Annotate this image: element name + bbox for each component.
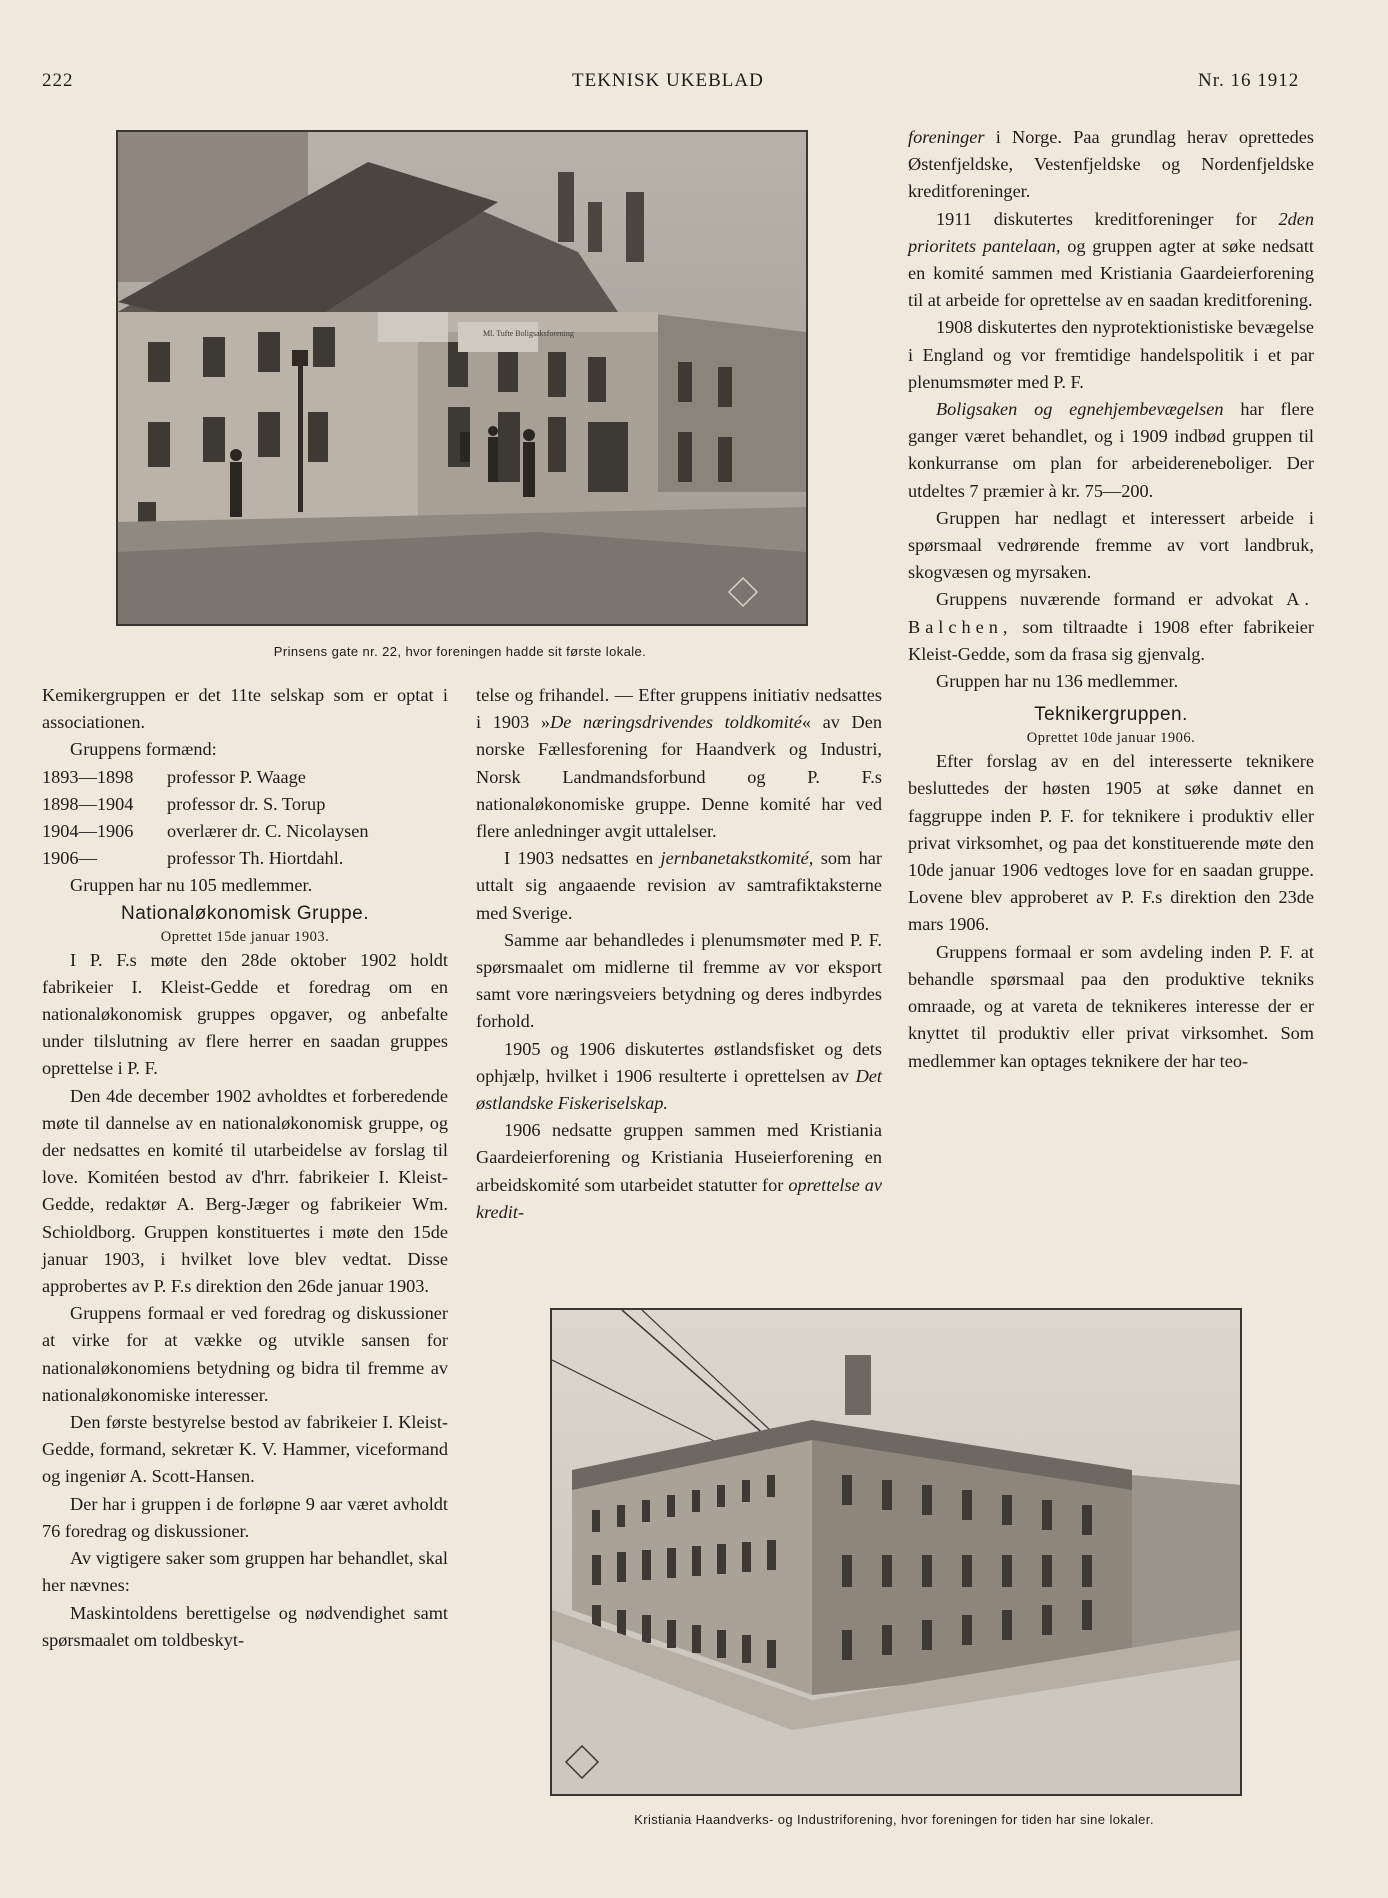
chair-row: 1898—1904 professor dr. S. Torup (42, 793, 326, 814)
paragraph: Maskintoldens berettigelse og nødvendighet samt spørsmaalet om toldbeskyt- (42, 1602, 448, 1650)
paragraph: Gruppens formænd: (70, 739, 217, 760)
building-illustration (552, 1310, 1240, 1794)
paragraph: Gruppen har nedlagt et interessert arbeide i spørsmaal vedrørende fremme av vort landbruk, skogvæsen og myrsaken. (908, 507, 1314, 583)
issue-number: Nr. 16 1912 (1198, 70, 1300, 91)
paragraph: Gruppens nuværende formand er advokat A. Balchen, som tiltraadte i 1908 efter fabrikeier Kleist-Gedde, som da frasa sig gjenvalg. (908, 589, 1314, 664)
paragraph: Boligsaken og egnehjembevægelsen har flere ganger været behandlet, og i 1909 indbød gruppen til konkurranse om plan for arbeidereneboliger. Der utdeltes 7 præmier à kr. 75—200. (908, 399, 1314, 501)
paragraph: Kemikergruppen er det 11te selskap som er optat i associationen. (42, 685, 448, 733)
page-number: 222 (42, 70, 74, 91)
paragraph: Gruppen har nu 105 medlemmer. (70, 875, 313, 896)
paragraph: I P. F.s møte den 28de oktober 1902 holdt fabrikeier I. Kleist-Gedde et foredrag om en nationaløkonomisk gruppes opgaver, og anbefalte under tilslutning av flere herrer en saadan gruppes oprettelse i P. F. (42, 949, 448, 1079)
paragraph: foreninger i Norge. Paa grundlag herav oprettedes Østenfjeldske, Vestenfjeldske og Nordenfjeldske kreditforeninger. (908, 127, 1314, 202)
paragraph: I 1903 nedsattes en jernbanetakstkomité, som har uttalt sig angaaende revision av samtrafiktaksterne med Sverige. (476, 848, 882, 923)
paragraph: 1905 og 1906 diskutertes østlandsfisket og dets ophjælp, hvilket i 1906 resulterte i oprettelsen av Det østlandske Fiskeriselskap. (476, 1038, 882, 1114)
paragraph: Gruppen har nu 136 medlemmer. (936, 671, 1179, 692)
section-subheading: Oprettet 10de januar 1906. (1026, 730, 1196, 747)
section-subheading: Oprettet 15de januar 1903. (160, 928, 330, 945)
chair-row: 1906— professor Th. Hiortdahl. (42, 848, 344, 869)
paragraph: 1911 diskutertes kreditforeninger for 2den prioritets pantelaan, og gruppen agter at søke nedsatt en komité sammen med Kristiania Gaardeierforening til at arbeide for oprettelse av en saadan kreditforening. (908, 208, 1314, 311)
paragraph: 1908 diskutertes den nyprotektionistiske bevægelse i England og vor fremtidige handelspolitik i et par plenumsmøter med P. F. (908, 317, 1314, 392)
column-2 (476, 682, 882, 1226)
column-3 (908, 124, 1314, 1075)
photo1-caption: Prinsens gate nr. 22, hvor foreningen hadde sit første lokale. (273, 644, 647, 659)
paragraph: Gruppens formaal er ved foredrag og diskussioner at virke for at vække og utvikle sansen for nationaløkonomiens betydning og bidra til fremme av nationaløkonomiske interesser. (42, 1303, 448, 1405)
column-1 (42, 682, 448, 1654)
paragraph: Gruppens formaal er som avdeling inden P. F. at behandle spørsmaal paa den produktive tekniks omraade, og at vareta de teknikeres interesse der er knyttet til produktiv eller privat virksomhet. Som medlemmer kan optages teknikere der har teo- (908, 941, 1314, 1071)
paragraph: Den første bestyrelse bestod av fabrikeier I. Kleist-Gedde, formand, sekretær K. V. Hammer, viceformand og ingeniør A. Scott-Hansen. (42, 1412, 448, 1487)
journal-title: TEKNISK UKEBLAD (572, 70, 764, 91)
chair-row: 1904—1906 overlærer dr. C. Nicolaysen (42, 821, 369, 842)
paragraph: Efter forslag av en del interesserte teknikere besluttedes der høsten 1905 at søke dannet en faggruppe inden P. F. for teknikere i produktiv eller privat virksomhet, og paa det konstituerende møte den 10de januar 1906 vedtoges love for en saadan gruppe. Lovene blev approberet av P. F.s direktion den 23de mars 1906. (908, 751, 1314, 935)
photo2-caption: Kristiania Haandverks- og Industriforening, hvor foreningen for tiden har sine lokaler. (634, 1812, 1154, 1827)
chair-row: 1893—1898 professor P. Waage (42, 766, 306, 787)
paragraph: Den 4de december 1902 avholdtes et forberedende møte til dannelse av en nationaløkonomisk gruppe, og der nedsattes en komité til utarbeidelse av forslag til love. Komitéen bestod av d'hrr. fabrikeier I. Kleist-Gedde, redaktør A. Berg-Jæger og fabrikeier Wm. Schioldborg. Gruppen konstituertes i møte den 15de januar 1903, i hvilket love blev vedtat. Disse approbertes av P. F.s direktion den 26de januar 1903. (42, 1085, 448, 1297)
paragraph: Der har i gruppen i de forløpne 9 aar været avholdt 76 foredrag og diskussioner. (42, 1493, 448, 1541)
sign-text: Ml. Tufte Boligsaksforening (483, 329, 574, 338)
photo-haandverksforening-building (550, 1308, 1242, 1796)
section-heading: Nationaløkonomisk Gruppe. (121, 902, 369, 924)
photo-prinsens-gate-building (116, 130, 808, 626)
paragraph: 1906 nedsatte gruppen sammen med Kristiania Gaardeierforening og Kristiania Huseierforening en arbeidskomité som utarbeidet statutter for oprettelse av kredit- (476, 1120, 882, 1222)
paragraph: Samme aar behandledes i plenumsmøter med P. F. spørsmaalet om midlerne til fremme av vor eksport samt vore næringsveiers betydning og deres indbyrdes forhold. (476, 929, 882, 1032)
section-heading: Teknikergruppen. (1034, 704, 1188, 726)
paragraph: Av vigtigere saker som gruppen har behandlet, skal her nævnes: (42, 1548, 448, 1596)
building-illustration (118, 132, 806, 624)
paragraph: telse og frihandel. — Efter gruppens initiativ nedsattes i 1903 »De næringsdrivendes toldkomité« av Den norske Fællesforening for Haandverk og Industri, Norsk Landmandsforbund og P. F.s nationaløkonomiske gruppe. Denne komité har ved flere anledninger avgit uttalelser. (476, 685, 882, 842)
